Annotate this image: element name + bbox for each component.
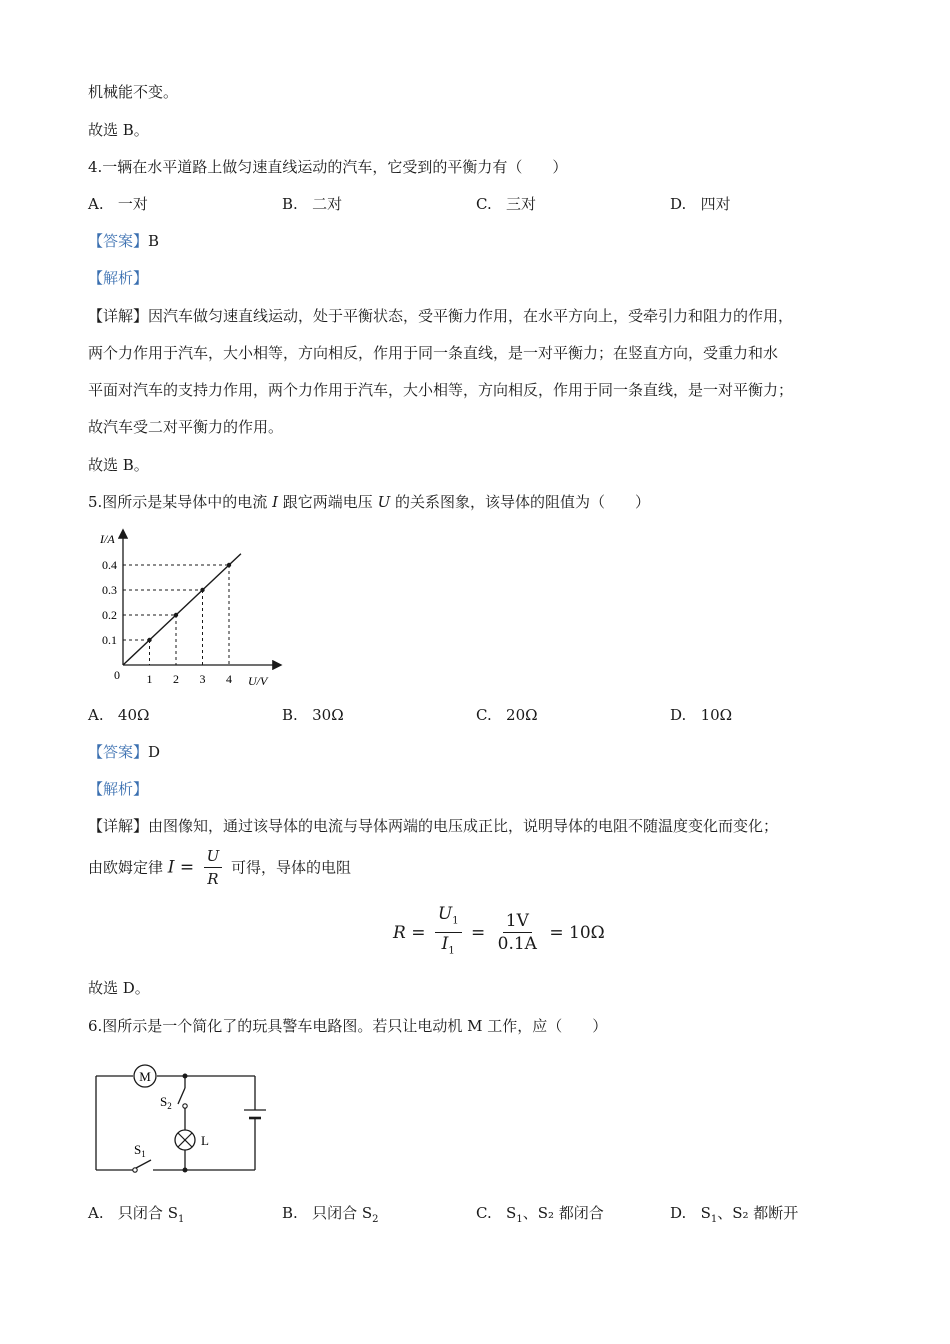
switch-s2-label: $S_2$ (160, 1094, 172, 1111)
q5-option-d: D. 10Ω (670, 706, 733, 724)
q4-choose: 故选 B。 (88, 456, 149, 474)
iu-series-line (123, 554, 241, 665)
data-point-3 (200, 588, 204, 592)
switch-s2-symbol (178, 1088, 187, 1108)
q4-detail-line-2: 两个力作用于汽车，大小相等，方向相反，作用于同一条直线，是一对平衡力；在竖直方向，受重力和水 (88, 344, 779, 362)
q5-resistance-calc: R = $\frac{U_1}{I_1}$ = $\frac{1V}{0.1A}$ = 10Ω (393, 904, 605, 957)
q5-option-b: B. 30Ω (282, 706, 344, 724)
intro-choose: 故选 B。 (88, 121, 149, 139)
q4-answer: 【答案】B (88, 232, 160, 250)
q5-answer: 【答案】D (88, 743, 161, 761)
y-tick-label-0.4: 0.4 (102, 558, 117, 572)
q6-option-c: C. $S_1$、S₂ 都闭合 (476, 1204, 604, 1225)
x-tick-label-2: 2 (173, 672, 179, 686)
q4-stem: 4.一辆在水平道路上做匀速直线运动的汽车，它受到的平衡力有（ ） (88, 158, 568, 176)
q6-option-b: B. 只闭合 $S_2$ (282, 1204, 379, 1225)
q5-analysis-tag: 【解析】 (88, 780, 149, 798)
q4-detail-line-3: 平面对汽车的支持力作用，两个力作用于汽车，大小相等，方向相反，作用于同一条直线，是一对平衡力； (88, 381, 794, 399)
motor-label: M (139, 1069, 151, 1084)
q5-stem: 5.图所示是某导体中的电流 I 跟它两端电压 U 的关系图象，该导体的阻值为（ ） (88, 493, 651, 511)
q4-detail-line-4: 故汽车受二对平衡力的作用。 (88, 418, 284, 436)
switch-s1-label: $S_1$ (134, 1142, 146, 1159)
q5-detail-line-1: 【详解】由图像知，通过该导体的电流与导体两端的电压成正比，说明导体的电阻不随温度变化而变化； (88, 817, 779, 835)
q4-option-c: C. 三对 (476, 195, 537, 213)
data-point-4 (227, 563, 231, 567)
q4-option-a: A. 一对 (88, 195, 148, 213)
y-tick-label-0.3: 0.3 (102, 583, 117, 597)
battery-symbol (244, 1110, 266, 1128)
q6-option-a: A. 只闭合 $S_1$ (88, 1204, 185, 1225)
q4-option-b: B. 二对 (282, 195, 343, 213)
y-tick-label-0.2: 0.2 (102, 608, 117, 622)
lamp-label: L (201, 1133, 209, 1148)
q6-option-d: D. $S_1$、S₂ 都断开 (670, 1204, 799, 1225)
switch-s1-symbol (133, 1160, 185, 1172)
x-axis-label: U/V (248, 674, 268, 688)
q6-stem: 6.图所示是一个简化了的玩具警车电路图。若只让电动机 M 工作，应（ ） (88, 1017, 608, 1035)
iu-graph (88, 525, 288, 695)
y-axis-label: I/A (100, 532, 115, 546)
q4-detail-line-1: 【详解】因汽车做匀速直线运动，处于平衡状态，受平衡力作用，在水平方向上，受牵引力和阻力的作用， (88, 307, 794, 325)
y-tick-label-0.1: 0.1 (102, 633, 117, 647)
x-tick-label-1: 1 (146, 672, 153, 686)
x-tick-label-4: 4 (226, 672, 232, 686)
q5-option-c: C. 20Ω (476, 706, 538, 724)
q4-analysis-tag: 【解析】 (88, 269, 149, 287)
q5-choose: 故选 D。 (88, 979, 150, 997)
data-point-2 (174, 613, 178, 617)
police-car-circuit (88, 1058, 288, 1183)
origin-label: 0 (114, 668, 120, 682)
x-tick-label-3: 3 (199, 672, 206, 686)
data-point-1 (147, 638, 151, 642)
lamp-symbol (175, 1130, 195, 1150)
q5-ohm-law-line: 由欧姆定律 I = $\frac{U}{R}$ 可得，导体的电阻 (88, 847, 351, 888)
q5-option-a: A. 40Ω (88, 706, 150, 724)
intro-line-1: 机械能不变。 (88, 83, 179, 101)
q4-option-d: D. 四对 (670, 195, 731, 213)
